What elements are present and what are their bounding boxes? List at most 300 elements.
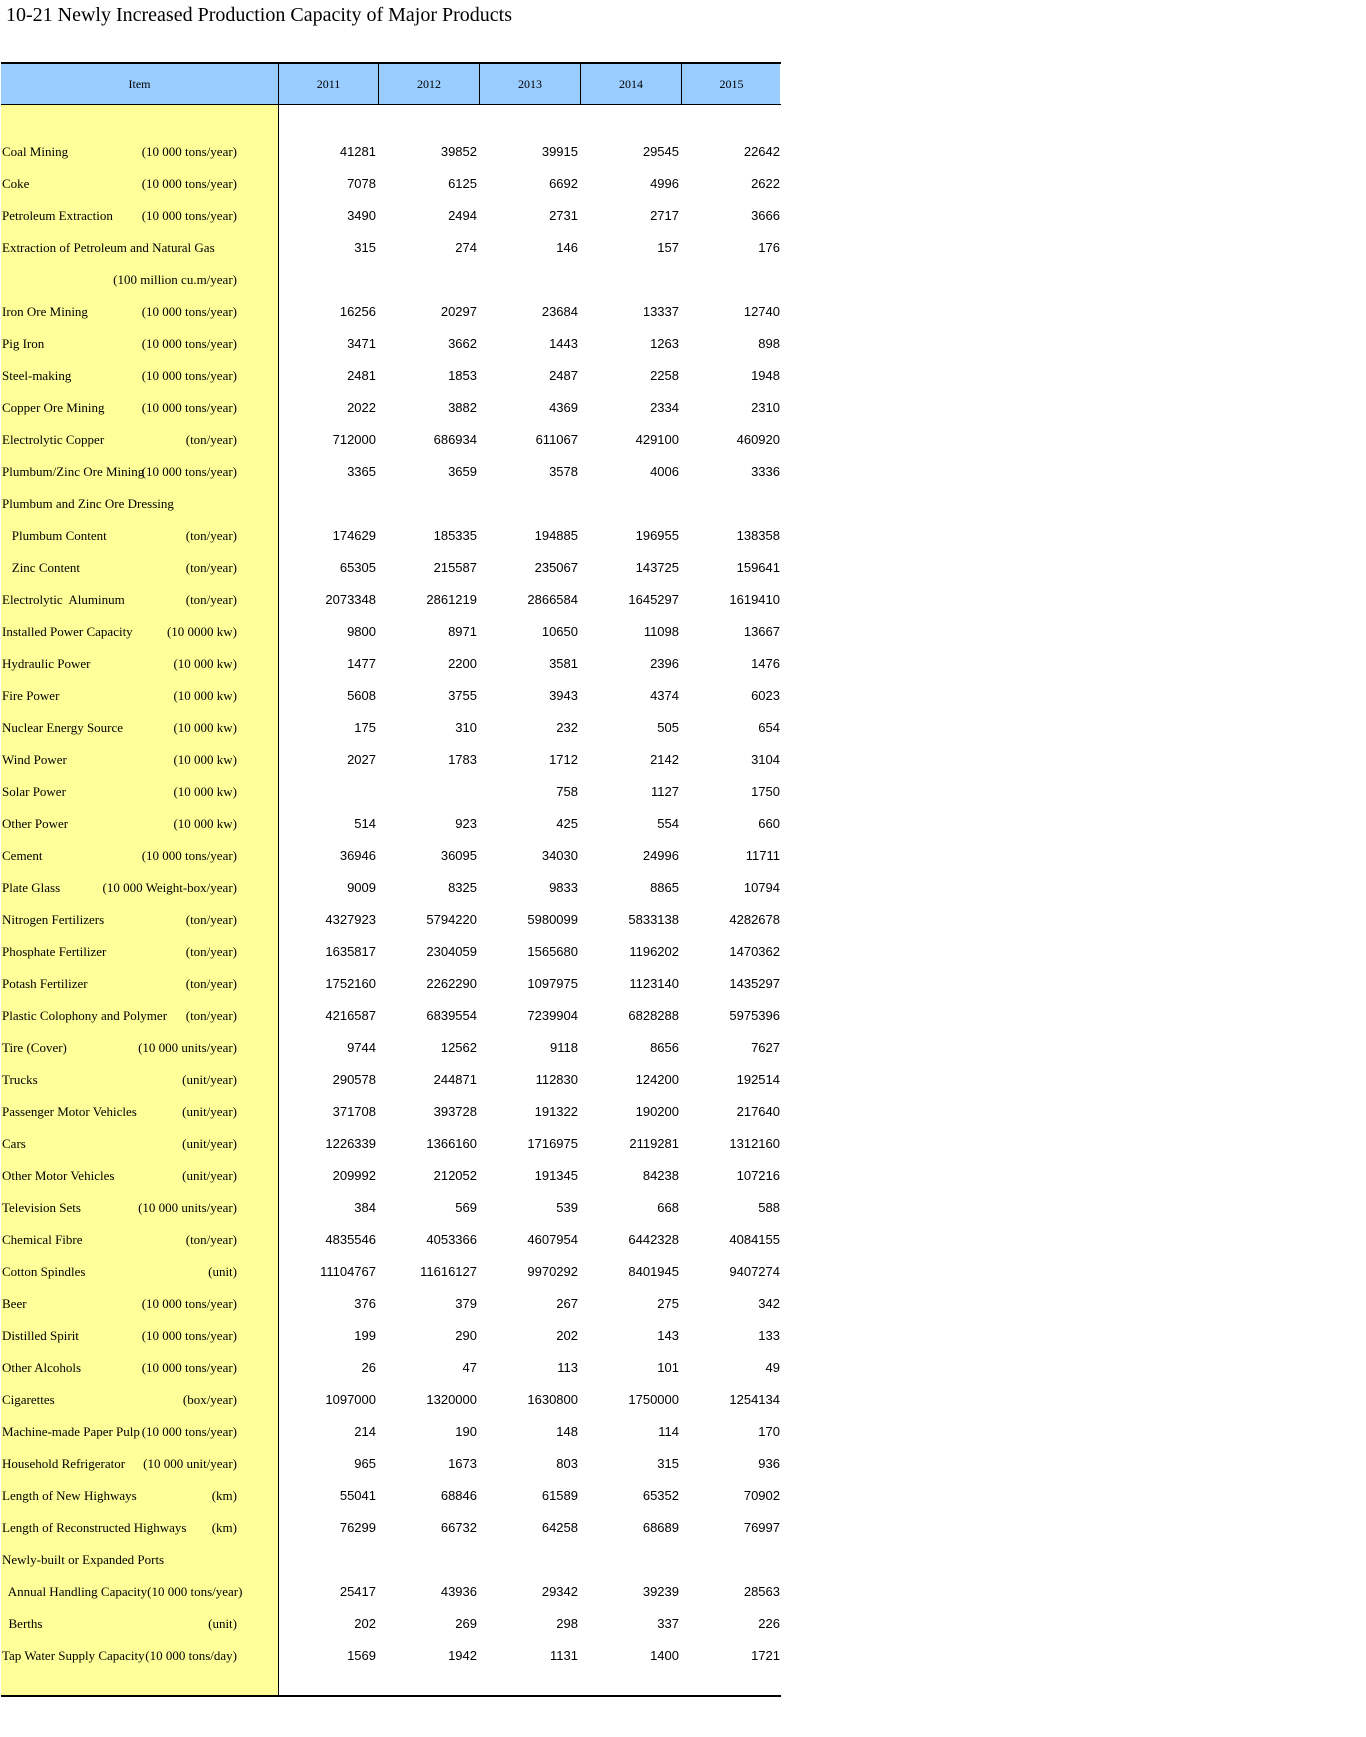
header-year-2011: 2011 [316, 77, 341, 91]
row-value-2013: 4607954 [527, 1232, 578, 1247]
row-unit-label: (10 000 tons/year) [141, 400, 237, 415]
row-value-2013: 1630800 [527, 1392, 578, 1407]
table-row [0, 1096, 1366, 1128]
row-unit-label: (ton/year) [185, 528, 237, 543]
row-value-2012: 1942 [448, 1648, 477, 1663]
header-year-2012: 2012 [417, 77, 441, 91]
row-value-2011: 36946 [339, 848, 376, 863]
row-value-2011: 5608 [347, 688, 376, 703]
row-value-2013: 2487 [549, 368, 578, 383]
row-unit-label: (ton/year) [185, 976, 237, 991]
table-row [0, 936, 1366, 968]
row-value-2011: 4216587 [325, 1008, 376, 1023]
row-value-2012: 274 [455, 240, 477, 255]
table-row [0, 232, 1366, 264]
row-value-2013: 112830 [535, 1072, 578, 1087]
table-row [0, 1480, 1366, 1512]
row-value-2015: 1721 [751, 1648, 780, 1663]
row-value-2014: 505 [657, 720, 679, 735]
row-item-label: Other Power [2, 816, 69, 831]
row-value-2015: 49 [765, 1360, 780, 1375]
row-value-2012: 1853 [448, 368, 477, 383]
row-value-2014: 124200 [635, 1072, 679, 1087]
row-unit-label: (unit) [208, 1616, 237, 1631]
table-row [0, 808, 1366, 840]
table-bottom-rule [1, 1695, 781, 1697]
row-unit-label: (10 000 tons/year) [141, 848, 237, 863]
row-item-label: Iron Ore Mining [2, 304, 88, 319]
row-unit-label: (10 000 tons/year) [141, 1424, 237, 1439]
row-item-label: Machine-made Paper Pulp [2, 1424, 140, 1439]
row-value-2015: 133 [758, 1328, 780, 1343]
row-item-label: Length of New Highways [2, 1488, 137, 1503]
row-value-2015: 660 [758, 816, 780, 831]
row-value-2015: 3666 [751, 208, 780, 223]
row-value-2015: 1476 [751, 656, 780, 671]
row-value-2015: 4282678 [729, 912, 780, 927]
row-value-2012: 11616127 [420, 1264, 477, 1279]
row-value-2014: 8401945 [628, 1264, 679, 1279]
row-value-2012: 244871 [433, 1072, 477, 1087]
row-value-2015: 3336 [751, 464, 780, 479]
table-row [0, 456, 1366, 488]
row-unit-label: (ton/year) [185, 912, 237, 927]
table-row [0, 1192, 1366, 1224]
row-value-2012: 3882 [448, 400, 477, 415]
row-value-2012: 3662 [448, 336, 477, 351]
row-value-2012: 2861219 [426, 592, 477, 607]
table-row [0, 776, 1366, 808]
row-value-2012: 686934 [433, 432, 477, 447]
row-unit-label: (10 000 tons/year) [141, 1296, 237, 1311]
row-value-2012: 3659 [448, 464, 477, 479]
row-value-2014: 8656 [650, 1040, 679, 1055]
row-value-2012: 43936 [440, 1584, 477, 1599]
row-value-2012: 190 [455, 1424, 477, 1439]
row-value-2015: 22642 [743, 144, 780, 159]
row-unit-label: (ton/year) [185, 1232, 237, 1247]
row-item-label: Copper Ore Mining [2, 400, 105, 415]
row-value-2011: 514 [354, 816, 376, 831]
row-value-2012: 5794220 [426, 912, 477, 927]
row-value-2015: 7627 [751, 1040, 780, 1055]
row-value-2014: 2119281 [629, 1136, 679, 1151]
row-value-2013: 235067 [534, 560, 578, 575]
row-value-2015: 217640 [736, 1104, 780, 1119]
row-item-label: Nuclear Energy Source [2, 720, 124, 735]
row-value-2014: 8865 [650, 880, 679, 895]
row-value-2013: 39915 [541, 144, 578, 159]
row-unit-label: (unit/year) [182, 1072, 237, 1087]
row-value-2013: 191322 [534, 1104, 578, 1119]
table-row [0, 520, 1366, 552]
row-unit-label: (ton/year) [185, 560, 237, 575]
table-row [0, 1576, 1366, 1608]
row-item-label: Extraction of Petroleum and Natural Gas [2, 240, 215, 255]
row-value-2013: 9833 [549, 880, 578, 895]
row-value-2013: 148 [556, 1424, 578, 1439]
row-value-2011: 25417 [339, 1584, 376, 1599]
row-value-2013: 803 [556, 1456, 578, 1471]
row-value-2015: 176 [758, 240, 780, 255]
row-value-2015: 460920 [736, 432, 780, 447]
row-item-label: Other Motor Vehicles [2, 1168, 115, 1183]
row-value-2011: 1752160 [325, 976, 376, 991]
row-unit-label: (10 000 kw) [173, 784, 237, 799]
row-unit-label: (10 000 tons/year) [141, 304, 237, 319]
row-value-2013: 191345 [534, 1168, 578, 1183]
row-value-2014: 1127 [651, 784, 679, 799]
row-unit-label: (unit/year) [182, 1136, 237, 1151]
row-item-label: Plastic Colophony and Polymer [2, 1008, 168, 1023]
row-value-2011: 76299 [339, 1520, 376, 1535]
row-value-2011: 1477 [347, 656, 376, 671]
row-value-2014: 5833138 [628, 912, 679, 927]
row-unit-label: (km) [211, 1520, 237, 1535]
row-item-label: Solar Power [2, 784, 66, 799]
row-value-2011: 4327923 [325, 912, 376, 927]
row-value-2014: 2334 [650, 400, 679, 415]
row-value-2012: 2494 [448, 208, 477, 223]
table-row [0, 264, 1366, 296]
table-row [0, 1352, 1366, 1384]
row-value-2014: 39239 [642, 1584, 679, 1599]
row-item-label: Television Sets [2, 1200, 81, 1215]
row-value-2012: 2304059 [426, 944, 477, 959]
row-value-2013: 611067 [535, 432, 578, 447]
row-item-label: Length of Reconstructed Highways [2, 1520, 187, 1535]
row-value-2015: 1254134 [729, 1392, 780, 1407]
row-value-2014: 315 [657, 1456, 679, 1471]
row-unit-label: (10 000 units/year) [138, 1040, 237, 1055]
row-value-2013: 113 [557, 1360, 578, 1375]
row-value-2014: 196955 [635, 528, 679, 543]
row-value-2015: 12740 [743, 304, 780, 319]
row-value-2011: 175 [354, 720, 376, 735]
row-value-2015: 170 [758, 1424, 780, 1439]
table-row [0, 1000, 1366, 1032]
row-item-label: Berths [2, 1616, 43, 1631]
row-unit-label: (10 000 tons/year) [141, 1328, 237, 1343]
row-value-2015: 70902 [743, 1488, 780, 1503]
table-row [0, 968, 1366, 1000]
row-value-2013: 425 [556, 816, 578, 831]
row-value-2011: 371708 [332, 1104, 376, 1119]
table-row [0, 648, 1366, 680]
table-row [0, 200, 1366, 232]
row-value-2015: 898 [758, 336, 780, 351]
row-value-2015: 2310 [751, 400, 780, 415]
table-row [0, 744, 1366, 776]
row-value-2013: 1097975 [527, 976, 578, 991]
row-value-2011: 2481 [347, 368, 376, 383]
row-value-2013: 298 [556, 1616, 578, 1631]
row-item-label: Installed Power Capacity [2, 624, 133, 639]
table-row [0, 1160, 1366, 1192]
row-value-2015: 3104 [751, 752, 780, 767]
row-value-2011: 315 [354, 240, 376, 255]
table-row [0, 296, 1366, 328]
row-value-2014: 337 [657, 1616, 679, 1631]
row-item-label: Plate Glass [2, 880, 61, 895]
row-value-2012: 212052 [433, 1168, 477, 1183]
table-row [0, 1064, 1366, 1096]
table-row [0, 1544, 1366, 1576]
row-value-2014: 11098 [643, 624, 679, 639]
row-value-2014: 114 [658, 1424, 679, 1439]
row-value-2014: 13337 [642, 304, 679, 319]
row-value-2011: 712000 [332, 432, 376, 447]
table-row [0, 1320, 1366, 1352]
row-value-2014: 2717 [650, 208, 679, 223]
row-value-2012: 6839554 [426, 1008, 477, 1023]
row-item-label: Chemical Fibre [2, 1232, 83, 1247]
row-value-2012: 310 [455, 720, 477, 735]
row-value-2014: 2258 [650, 368, 679, 383]
table-row [0, 1128, 1366, 1160]
row-value-2011: 2022 [347, 400, 376, 415]
row-value-2015: 76997 [743, 1520, 780, 1535]
row-value-2013: 539 [556, 1200, 578, 1215]
row-value-2014: 143 [657, 1328, 679, 1343]
row-unit-label: (box/year) [182, 1392, 237, 1407]
row-value-2013: 1565680 [527, 944, 578, 959]
row-unit-label: (10 000 kw) [173, 752, 237, 767]
table-row [0, 136, 1366, 168]
row-value-2014: 190200 [635, 1104, 679, 1119]
row-value-2014: 4006 [650, 464, 679, 479]
row-value-2011: 2027 [347, 752, 376, 767]
row-value-2012: 269 [455, 1616, 477, 1631]
row-item-label: Potash Fertilizer [2, 976, 88, 991]
row-value-2012: 1366160 [426, 1136, 477, 1151]
row-value-2011: 202 [354, 1616, 376, 1631]
row-unit-label: (ton/year) [185, 1008, 237, 1023]
row-value-2013: 61589 [541, 1488, 578, 1503]
row-value-2012: 569 [455, 1200, 477, 1215]
table-row [0, 1384, 1366, 1416]
row-value-2015: 226 [758, 1616, 780, 1631]
row-item-label: Pig Iron [2, 336, 45, 351]
row-value-2012: 4053366 [426, 1232, 477, 1247]
row-item-label: Plumbum Content [2, 528, 107, 543]
row-value-2014: 24996 [642, 848, 679, 863]
row-item-label: Coal Mining [2, 144, 69, 159]
row-value-2012: 185335 [433, 528, 477, 543]
row-unit-label: (ton/year) [185, 944, 237, 959]
row-value-2015: 1435297 [729, 976, 780, 991]
row-value-2011: 9800 [347, 624, 376, 639]
row-value-2011: 7078 [347, 176, 376, 191]
row-value-2014: 1645297 [628, 592, 679, 607]
row-value-2011: 16256 [339, 304, 376, 319]
row-item-label: Petroleum Extraction [2, 208, 113, 223]
row-value-2015: 5975396 [729, 1008, 780, 1023]
row-value-2015: 1948 [751, 368, 780, 383]
header-year-2014: 2014 [619, 77, 643, 91]
row-unit-label: (unit/year) [182, 1168, 237, 1183]
row-unit-label: (10 000 unit/year) [143, 1456, 237, 1471]
row-value-2015: 1470362 [729, 944, 780, 959]
row-value-2012: 379 [455, 1296, 477, 1311]
row-unit-label: (10 000 tons/year) [141, 176, 237, 191]
row-value-2012: 3755 [448, 688, 477, 703]
row-value-2014: 554 [657, 816, 679, 831]
row-unit-label: (10 000 tons/year) [141, 1360, 237, 1375]
row-value-2014: 1196202 [629, 944, 679, 959]
row-value-2014: 4996 [650, 176, 679, 191]
row-value-2014: 275 [657, 1296, 679, 1311]
row-value-2011: 2073348 [325, 592, 376, 607]
row-value-2012: 393728 [433, 1104, 477, 1119]
row-item-label: Cars [2, 1136, 26, 1151]
row-item-label: Steel-making [2, 368, 72, 383]
table-row [0, 1224, 1366, 1256]
row-value-2011: 1097000 [325, 1392, 376, 1407]
row-unit-label: (100 million cu.m/year) [113, 272, 237, 287]
row-value-2011: 55041 [339, 1488, 376, 1503]
row-value-2013: 9970292 [527, 1264, 578, 1279]
row-unit-label: (10 000 units/year) [138, 1200, 237, 1215]
row-item-label: Cigarettes [2, 1392, 55, 1407]
row-value-2011: 376 [354, 1296, 376, 1311]
row-value-2012: 2200 [448, 656, 477, 671]
row-value-2013: 23684 [541, 304, 578, 319]
row-value-2013: 2866584 [527, 592, 578, 607]
row-item-label: Coke [2, 176, 30, 191]
row-value-2014: 1400 [650, 1648, 679, 1663]
row-value-2011: 41281 [339, 144, 376, 159]
row-value-2015: 588 [758, 1200, 780, 1215]
table-row [0, 616, 1366, 648]
row-value-2011: 4835546 [325, 1232, 376, 1247]
header-year-2015: 2015 [719, 77, 744, 91]
row-value-2014: 668 [657, 1200, 679, 1215]
row-value-2012: 6125 [448, 176, 477, 191]
row-value-2014: 4374 [650, 688, 679, 703]
row-unit-label: (km) [211, 1488, 237, 1503]
row-value-2011: 65305 [339, 560, 376, 575]
row-value-2012: 215587 [433, 560, 477, 575]
row-value-2014: 68689 [642, 1520, 679, 1535]
row-value-2012: 923 [455, 816, 477, 831]
row-value-2013: 2731 [549, 208, 578, 223]
row-item-label: Plumbum/Zinc Ore Mining [2, 464, 145, 479]
row-value-2014: 1263 [650, 336, 679, 351]
row-item-label: Other Alcohols [2, 1360, 82, 1375]
row-value-2011: 209992 [332, 1168, 376, 1183]
row-value-2013: 5980099 [527, 912, 578, 927]
row-value-2011: 214 [354, 1424, 376, 1439]
row-value-2011: 3471 [347, 336, 376, 351]
row-value-2013: 3581 [549, 656, 578, 671]
row-value-2012: 8971 [448, 624, 477, 639]
row-value-2011: 1569 [347, 1648, 376, 1663]
row-value-2012: 2262290 [426, 976, 477, 991]
row-item-label: Phosphate Fertilizer [2, 944, 107, 959]
row-value-2012: 1673 [448, 1456, 477, 1471]
row-unit-label: (10 0000 kw) [166, 624, 237, 639]
row-value-2012: 39852 [440, 144, 477, 159]
table-row [0, 1256, 1366, 1288]
row-value-2014: 2142 [650, 752, 679, 767]
row-value-2012: 68846 [440, 1488, 477, 1503]
row-item-label: Household Refrigerator [2, 1456, 126, 1471]
table-row [0, 1032, 1366, 1064]
row-unit-label: (ton/year) [185, 592, 237, 607]
table-row [0, 1288, 1366, 1320]
row-value-2014: 101 [657, 1360, 679, 1375]
table-row [0, 168, 1366, 200]
row-item-label: Beer [2, 1296, 27, 1311]
row-item-label: Hydraulic Power [2, 656, 91, 671]
row-value-2015: 138358 [736, 528, 780, 543]
row-value-2011: 384 [354, 1200, 376, 1215]
row-unit-label: (ton/year) [185, 432, 237, 447]
row-unit-label: (10 000 tons/year) [141, 336, 237, 351]
row-value-2013: 758 [556, 784, 578, 799]
row-value-2013: 9118 [550, 1040, 578, 1055]
row-value-2013: 7239904 [527, 1008, 578, 1023]
row-item-label: Trucks [2, 1072, 38, 1087]
row-item-label: Passenger Motor Vehicles [2, 1104, 137, 1119]
row-value-2013: 202 [556, 1328, 578, 1343]
row-value-2012: 12562 [440, 1040, 477, 1055]
row-value-2013: 3578 [549, 464, 578, 479]
row-value-2013: 34030 [541, 848, 578, 863]
row-value-2013: 6692 [549, 176, 578, 191]
row-value-2012: 20297 [440, 304, 477, 319]
row-value-2013: 10650 [541, 624, 578, 639]
row-unit-label: (10 000 kw) [173, 720, 237, 735]
row-value-2013: 64258 [541, 1520, 578, 1535]
row-unit-label: (10 000 Weight-box/year) [102, 880, 237, 895]
row-value-2015: 10794 [743, 880, 780, 895]
table-row [0, 488, 1366, 520]
row-value-2011: 9744 [347, 1040, 376, 1055]
row-item-label: Tire (Cover) [2, 1040, 67, 1055]
row-value-2015: 654 [758, 720, 780, 735]
row-value-2011: 11104767 [320, 1264, 376, 1279]
row-value-2014: 65352 [642, 1488, 679, 1503]
table-row [0, 552, 1366, 584]
row-value-2015: 2622 [751, 176, 780, 191]
row-value-2014: 6442328 [628, 1232, 679, 1247]
row-value-2012: 66732 [440, 1520, 477, 1535]
row-unit-label: (unit) [208, 1264, 237, 1279]
row-value-2013: 146 [556, 240, 578, 255]
row-value-2013: 1443 [549, 336, 578, 351]
row-item-label: Zinc Content [2, 560, 80, 575]
row-item-label: Tap Water Supply Capacity [2, 1648, 145, 1663]
row-value-2011: 3490 [347, 208, 376, 223]
row-value-2015: 6023 [751, 688, 780, 703]
row-item-label: Cotton Spindles [2, 1264, 86, 1279]
table-row [0, 1416, 1366, 1448]
table-row [0, 360, 1366, 392]
row-value-2012: 290 [455, 1328, 477, 1343]
row-value-2015: 9407274 [729, 1264, 780, 1279]
row-value-2015: 159641 [736, 560, 780, 575]
row-item-label: Distilled Spirit [2, 1328, 79, 1343]
table-row [0, 1608, 1366, 1640]
row-value-2013: 29342 [541, 1584, 578, 1599]
table-row [0, 328, 1366, 360]
row-value-2014: 1123140 [629, 976, 679, 991]
row-value-2015: 13667 [743, 624, 780, 639]
row-value-2015: 192514 [736, 1072, 780, 1087]
row-value-2015: 342 [758, 1296, 780, 1311]
